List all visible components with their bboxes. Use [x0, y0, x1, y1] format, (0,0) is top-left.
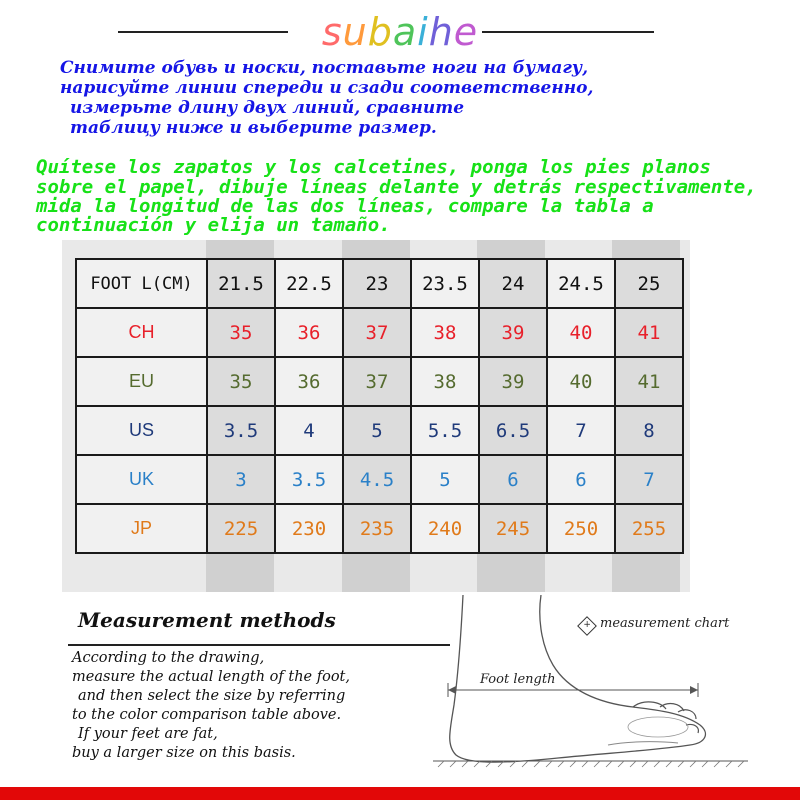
- measurement-line: to the color comparison table above.: [72, 707, 342, 723]
- foot-length-cell: 25: [615, 259, 683, 308]
- size-value-cell: 3.5: [207, 406, 275, 455]
- table-row: [76, 406, 683, 455]
- size-value-cell: 38: [411, 357, 479, 406]
- size-value-cell: 7: [615, 455, 683, 504]
- size-value-cell: 5.5: [411, 406, 479, 455]
- size-value-cell: 5: [343, 406, 411, 455]
- table-row: [76, 308, 683, 357]
- header-label-cell: FOOT L(CM): [76, 259, 207, 308]
- size-value-cell: 5: [411, 455, 479, 504]
- size-value-cell: 235: [343, 504, 411, 553]
- measurement-title-rule: [68, 644, 450, 646]
- instruction-line: таблицу ниже и выберите размер.: [70, 118, 437, 138]
- size-value-cell: 6: [547, 455, 615, 504]
- row-label-cell: JP: [76, 504, 207, 553]
- measurement-title: Measurement methods: [78, 608, 336, 632]
- instruction-line: mida la longitud de las dos líneas, compare la tabla a: [36, 195, 654, 217]
- size-value-cell: 36: [275, 308, 343, 357]
- size-value-cell: 240: [411, 504, 479, 553]
- size-value-cell: 4.5: [343, 455, 411, 504]
- foot-length-cell: 23: [343, 259, 411, 308]
- size-value-cell: 4: [275, 406, 343, 455]
- size-value-cell: 255: [615, 504, 683, 553]
- size-value-cell: 36: [275, 357, 343, 406]
- foot-length-cell: 24.5: [547, 259, 615, 308]
- size-value-cell: 6: [479, 455, 547, 504]
- foot-length-label: Foot length: [480, 672, 556, 687]
- size-value-cell: 3: [207, 455, 275, 504]
- size-value-cell: 230: [275, 504, 343, 553]
- row-label-cell: UK: [76, 455, 207, 504]
- size-value-cell: 39: [479, 308, 547, 357]
- brand-letter: h: [428, 10, 454, 54]
- measurement-line: and then select the size by referring: [78, 688, 346, 704]
- measurement-line: buy a larger size on this basis.: [72, 745, 296, 761]
- instruction-line: continuación y elija un tamaño.: [36, 214, 391, 236]
- row-label-cell: EU: [76, 357, 207, 406]
- instruction-line: Снимите обувь и носки, поставьте ноги на бумагу,: [60, 58, 588, 78]
- measurement-line: If your feet are fat,: [78, 726, 218, 742]
- size-value-cell: 245: [479, 504, 547, 553]
- size-value-cell: 225: [207, 504, 275, 553]
- brand-logo: [0, 4, 800, 60]
- size-value-cell: 40: [547, 308, 615, 357]
- brand-letter: b: [367, 10, 393, 54]
- size-value-cell: 35: [207, 357, 275, 406]
- instruction-line: измерьте длину двух линий, сравните: [70, 98, 465, 118]
- size-value-cell: 41: [615, 357, 683, 406]
- bottom-accent-bar: [0, 787, 800, 800]
- size-value-cell: 37: [343, 357, 411, 406]
- table-row: [76, 455, 683, 504]
- foot-length-cell: 21.5: [207, 259, 275, 308]
- instruction-line: sobre el papel, dibuje líneas delante y detrás respectivamente,: [36, 176, 757, 198]
- brand-letter: s: [321, 10, 343, 54]
- row-label-cell: CH: [76, 308, 207, 357]
- size-value-cell: 7: [547, 406, 615, 455]
- size-value-cell: 35: [207, 308, 275, 357]
- measurement-chart-text: measurement chart: [600, 616, 730, 631]
- foot-length-cell: 24: [479, 259, 547, 308]
- brand-letter: u: [342, 10, 368, 54]
- size-value-cell: 39: [479, 357, 547, 406]
- size-value-cell: 8: [615, 406, 683, 455]
- brand-letter: e: [453, 10, 479, 54]
- foot-length-cell: 23.5: [411, 259, 479, 308]
- brand-letter: i: [417, 10, 429, 54]
- measurement-line: measure the actual length of the foot,: [72, 669, 350, 685]
- table-header-row: [76, 259, 683, 308]
- size-value-cell: 6.5: [479, 406, 547, 455]
- table-row: [76, 504, 683, 553]
- size-value-cell: 41: [615, 308, 683, 357]
- size-chart-table: [75, 258, 684, 554]
- instruction-line: Quítese los zapatos y los calcetines, ponga los pies planos: [36, 156, 711, 178]
- plus-diamond-icon: +: [577, 616, 597, 636]
- size-value-cell: 250: [547, 504, 615, 553]
- size-value-cell: 38: [411, 308, 479, 357]
- instruction-line: нарисуйте линии спереди и сзади соответственно,: [60, 78, 594, 98]
- foot-diagram: [428, 595, 758, 775]
- size-value-cell: 40: [547, 357, 615, 406]
- brand-letter: a: [392, 10, 418, 54]
- size-value-cell: 37: [343, 308, 411, 357]
- measurement-line: According to the drawing,: [72, 650, 265, 666]
- size-value-cell: 3.5: [275, 455, 343, 504]
- table-row: [76, 357, 683, 406]
- row-label-cell: US: [76, 406, 207, 455]
- foot-length-cell: 22.5: [275, 259, 343, 308]
